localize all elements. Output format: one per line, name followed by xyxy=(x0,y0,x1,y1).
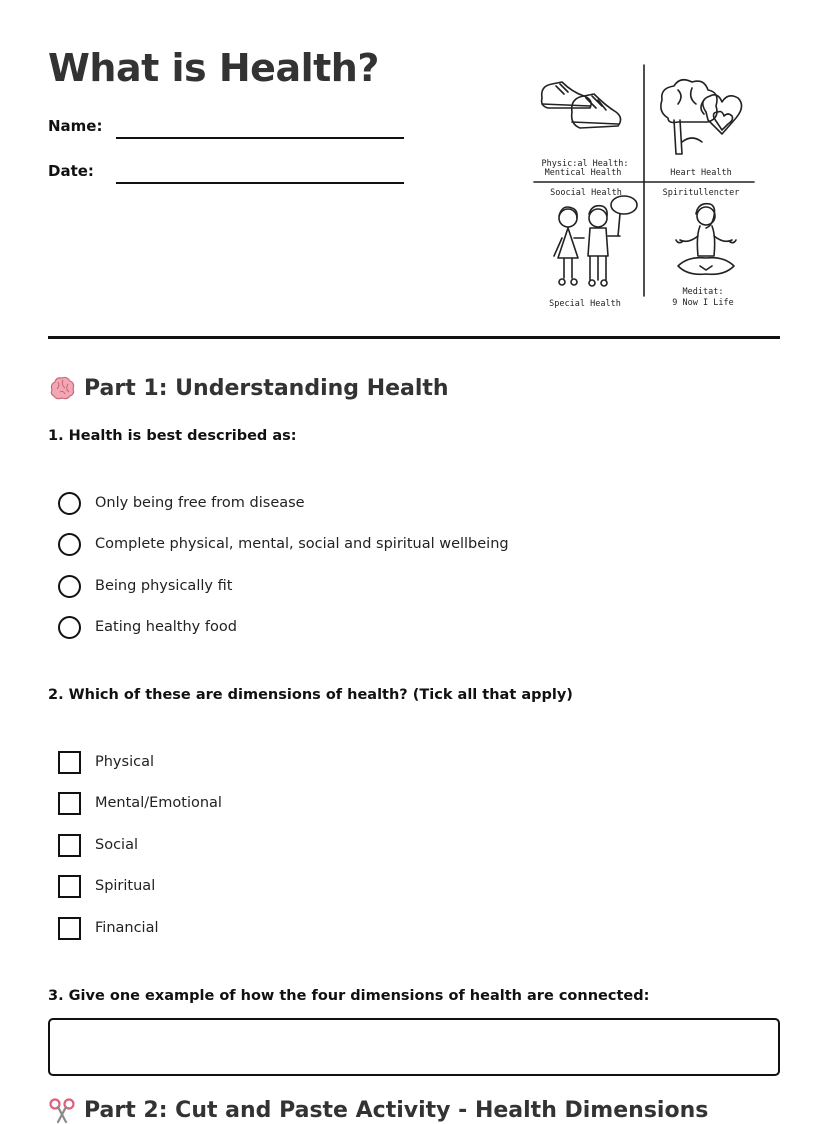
caption-heart: Heart Health xyxy=(670,168,732,178)
q1-option-label: Only being free from disease xyxy=(95,495,305,511)
page-title: What is Health? xyxy=(48,46,379,90)
part2-heading xyxy=(48,1096,708,1124)
q2-option-label: Spiritual xyxy=(95,878,156,894)
q1-option-label: Eating healthy food xyxy=(95,619,237,635)
date-label: Date: xyxy=(48,162,94,180)
q2-option-label: Mental/Emotional xyxy=(95,795,222,811)
caption-spiritual: Spiritullencter xyxy=(662,188,740,198)
checkbox[interactable] xyxy=(58,751,81,774)
q2-option-label: Physical xyxy=(95,754,154,770)
q2-option-label: Financial xyxy=(95,920,159,936)
q1-option-label: Complete physical, mental, social and spiritual wellbeing xyxy=(95,536,509,552)
checkbox[interactable] xyxy=(58,792,81,815)
radio-button[interactable] xyxy=(58,533,81,556)
caption-special: Special Health xyxy=(549,299,621,309)
health-dimensions-illustration xyxy=(528,60,760,312)
checkbox[interactable] xyxy=(58,834,81,857)
part1-heading xyxy=(48,374,449,402)
shoes-icon xyxy=(542,82,621,128)
radio-button[interactable] xyxy=(58,616,81,639)
question-2: 2. Which of these are dimensions of health? (Tick all that apply) xyxy=(48,687,573,703)
caption-meditat: Meditat: xyxy=(682,287,724,297)
caption-life: 9 Now I Life xyxy=(672,298,734,308)
radio-button[interactable] xyxy=(58,492,81,515)
part2-title: Part 2: Cut and Paste Activity - Health Dimensions xyxy=(84,1097,709,1123)
checkbox[interactable] xyxy=(58,917,81,940)
q1-option[interactable] xyxy=(58,491,305,515)
meditation-icon xyxy=(676,204,736,275)
caption-physical: Physic:al Health: xyxy=(541,159,629,169)
question-1: 1. Health is best described as: xyxy=(48,428,297,444)
q2-option[interactable] xyxy=(58,791,222,815)
q2-option-label: Social xyxy=(95,837,138,853)
q3-answer-box[interactable] xyxy=(48,1018,780,1076)
name-label: Name: xyxy=(48,117,103,135)
q1-option[interactable] xyxy=(58,532,509,556)
radio-button[interactable] xyxy=(58,575,81,598)
caption-mental: Mentical Health xyxy=(544,168,622,178)
brain-icon xyxy=(48,374,76,402)
friends-icon xyxy=(554,196,637,286)
q2-option[interactable] xyxy=(58,833,138,857)
brain-heart-icon xyxy=(661,80,742,154)
q1-option[interactable] xyxy=(58,615,237,639)
question-3: 3. Give one example of how the four dimensions of health are connected: xyxy=(48,988,650,1004)
caption-social: Soocial Health xyxy=(550,188,622,198)
name-field[interactable] xyxy=(116,137,404,139)
date-field[interactable] xyxy=(116,182,404,184)
checkbox[interactable] xyxy=(58,875,81,898)
q1-option[interactable] xyxy=(58,574,232,598)
q2-option[interactable] xyxy=(58,750,154,774)
q2-option[interactable] xyxy=(58,874,155,898)
scissors-icon xyxy=(48,1096,76,1124)
q2-option[interactable] xyxy=(58,916,159,940)
q1-option-label: Being physically fit xyxy=(95,578,233,594)
header-divider xyxy=(48,336,780,339)
part1-title: Part 1: Understanding Health xyxy=(84,375,449,401)
